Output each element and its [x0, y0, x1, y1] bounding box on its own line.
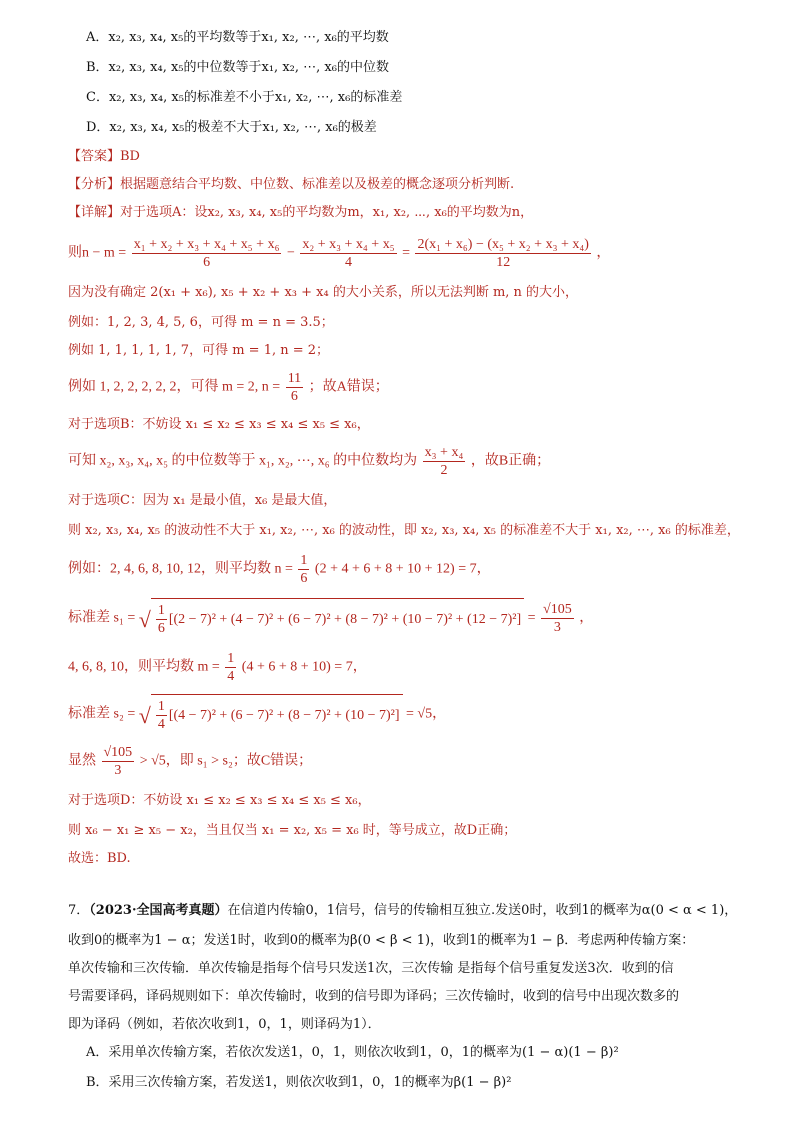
option-c-example2-mean [68, 650, 367, 685]
optc4-inner-den: 6 [157, 621, 165, 637]
q7-option-b: B．采用三次传输方案，若发送1，则依次收到1，0，1的概率为β(1 − β)² [86, 1075, 512, 1090]
ex3-fraction [286, 370, 303, 405]
optc7-lead: 显然 [68, 753, 96, 769]
analysis-line: 【分析】根据题意结合平均数、中位数、标准差以及极差的概念逐项分析判断. [68, 177, 515, 192]
ex3-tail: ；故A错误； [308, 379, 389, 395]
optc3-lead: 例如：2, 4, 6, 8, 10, 12，则平均数 n = [68, 561, 293, 577]
example-1: 例如：1, 2, 3, 4, 5, 6，可得 m = n = 3.5； [68, 315, 334, 330]
q7-line-4: 号需要译码，译码规则如下：单次传输时，收到的信号即为译码；三次传输时，收到的信号中出现次数多的 [68, 989, 680, 1004]
optc7-tail: > √5，即 s₁ > s₂；故C错误； [139, 753, 313, 769]
option-c-compare [68, 744, 312, 779]
optc3-den: 6 [300, 571, 308, 586]
optc4-inner-num: 1 [157, 603, 165, 619]
eq1-f2-num: x₂ + x₃ + x₄ + x₅ [302, 237, 395, 252]
option-b-median [68, 444, 550, 479]
eq1-tail: ， [596, 245, 611, 261]
q7-line1-text: 在信道内传输0，1信号，信号的传输相互独立.发送0时，收到1的概率为α(0 < α < 1)， [227, 903, 738, 918]
option-d-range: 则 x₆ − x₁ ≥ x₅ − x₂，当且仅当 x₁ = x₂, x₅ = x₆ 时，等号成立，故D正确； [68, 823, 517, 838]
optb2-lead: 可知 x₂, x₃, x₄, x₅ 的中位数等于 x₁, x₂, ⋯, x₆ 的中位数均为 [68, 453, 418, 469]
eq1-equals: = [402, 245, 410, 261]
equation-n-minus-m [68, 236, 610, 271]
optc6-inner-fraction [156, 698, 167, 733]
option-c-minmax: 对于选项C：因为 x₁ 是最小值，x₆ 是最大值， [68, 493, 337, 508]
optc5-lead: 4, 6, 8, 10，则平均数 m = [68, 659, 220, 675]
eq1-lead: 则n − m = [68, 245, 127, 261]
option-c-example-mean [68, 552, 491, 587]
q7-line-3: 单次传输和三次传输．单次传输是指每个信号只发送1次，三次传输 是指每个信号重复发送3次．收到的信 [68, 961, 674, 976]
optb2-num: x₃ + x₄ [424, 445, 464, 460]
optc3-num: 1 [300, 553, 308, 568]
eq1-f2-den: 4 [344, 255, 352, 270]
eq1-f3-den: 12 [496, 255, 511, 270]
optc6-inner-den: 4 [157, 717, 165, 733]
optc3-fraction [298, 552, 309, 587]
sqrt-s1 [139, 598, 524, 639]
optc6-tail: = √5， [406, 706, 447, 722]
eq1-fraction-2 [300, 236, 396, 271]
sqrt-s2 [139, 694, 403, 735]
ex3-num: 11 [287, 371, 302, 386]
q7-line-2: 收到0的概率为1 − α；发送1时，收到0的概率为β(0 < β < 1)，收到1的概率为1 − β．考虑两种传输方案： [68, 933, 695, 948]
uncertain-line: 因为没有确定 2(x₁ + x₆), x₅ + x₂ + x₃ + x₄ 的大小关系，所以无法判断 m, n 的大小， [68, 285, 579, 300]
option-d-assume: 对于选项D：不妨设 x₁ ≤ x₂ ≤ x₃ ≤ x₄ ≤ x₅ ≤ x₆， [68, 793, 371, 808]
optc4-inner-fraction [156, 602, 167, 637]
q7-option-a: A．采用单次传输方案，若依次发送1，0，1，则依次收到1，0，1的概率为(1 − α)(1 − β)² [86, 1045, 619, 1060]
option-d: D．x₂, x₃, x₄, x₅的极差不大于x₁, x₂, ⋯, x₆的极差 [86, 120, 377, 135]
optc7-fraction [102, 744, 135, 779]
optc4-res-den: 3 [553, 620, 561, 635]
optc7-num: √105 [103, 745, 133, 760]
ex3-lead: 例如 1, 2, 2, 2, 2, 2，可得 m = 2, n = [68, 379, 281, 395]
optc5-fraction [225, 650, 236, 685]
optc4-tail: ， [579, 610, 594, 626]
optc6-inner-num: 1 [157, 699, 165, 715]
q7-line-5: 即为译码（例如，若依次收到1，0，1，则译码为1）． [68, 1017, 381, 1032]
q7-source: （2023·全国高考真题） [89, 903, 228, 918]
eq1-f1-den: 6 [203, 255, 211, 270]
option-c: C．x₂, x₃, x₄, x₅的标准差不小于x₁, x₂, ⋯, x₆的标准差 [86, 90, 403, 105]
optb2-den: 2 [440, 463, 448, 478]
final-choice: 故选：BD. [68, 851, 131, 866]
detail-head: 【详解】对于选项A：设x₂, x₃, x₄, x₅的平均数为m，x₁, x₂, ⋯, x₆的平均数为n， [68, 205, 534, 220]
option-a: A．x₂, x₃, x₄, x₅的平均数等于x₁, x₂, ⋯, x₆的平均数 [86, 30, 389, 45]
q7-number: 7． [68, 903, 90, 918]
optb2-tail: ，故B正确； [470, 453, 551, 469]
optc6-lead: 标准差 s₂ = [68, 706, 136, 722]
option-c-volatility: 则 x₂, x₃, x₄, x₅ 的波动性不大于 x₁, x₂, ⋯, x₆ 的波动性，即 x₂, x₃, x₄, x₅ 的标准差不大于 x₁, x₂, ⋯, x₆ 的标准差， [68, 523, 740, 538]
answer-line: 【答案】BD [68, 149, 140, 164]
example-2: 例如 1, 1, 1, 1, 1, 7，可得 m = 1, n = 2； [68, 343, 330, 358]
ex3-den: 6 [290, 389, 298, 404]
optc4-eq: = [527, 610, 536, 626]
optc5-den: 4 [227, 669, 235, 684]
option-c-std-s2 [68, 694, 446, 735]
sqrt-sign: √ [138, 606, 151, 632]
optc5-num: 1 [227, 651, 235, 666]
q7-line-1 [68, 902, 737, 920]
eq1-minus: − [286, 245, 295, 261]
optb2-fraction [423, 444, 466, 479]
eq1-f3-num: 2(x₁ + x₆) − (x₅ + x₂ + x₃ + x₄) [417, 237, 589, 252]
example-3 [68, 370, 389, 405]
eq1-f1-num: x₁ + x₂ + x₃ + x₄ + x₅ + x₆ [133, 237, 280, 252]
optc7-den: 3 [114, 763, 122, 778]
optc4-res-num: √105 [543, 602, 572, 617]
optc4-lead: 标准差 s₁ = [68, 610, 136, 626]
option-c-std-s1 [68, 598, 593, 639]
eq1-fraction-1 [132, 236, 282, 271]
sqrt-sign: √ [138, 702, 151, 728]
optc4-body: [(2 − 7)² + (4 − 7)² + (6 − 7)² + (8 − 7)² + (10 − 7)² + (12 − 7)²] [168, 612, 522, 627]
eq1-fraction-3 [415, 236, 590, 271]
option-b-assume: 对于选项B：不妨设 x₁ ≤ x₂ ≤ x₃ ≤ x₄ ≤ x₅ ≤ x₆， [68, 417, 370, 432]
optc6-body: [(4 − 7)² + (6 − 7)² + (8 − 7)² + (10 − 7)²] [168, 708, 400, 723]
optc3-tail: (2 + 4 + 6 + 8 + 10 + 12) = 7， [314, 561, 491, 577]
optc4-result [541, 601, 574, 636]
optc5-tail: (4 + 6 + 8 + 10) = 7， [241, 659, 367, 675]
option-b: B．x₂, x₃, x₄, x₅的中位数等于x₁, x₂, ⋯, x₆的中位数 [86, 60, 389, 75]
